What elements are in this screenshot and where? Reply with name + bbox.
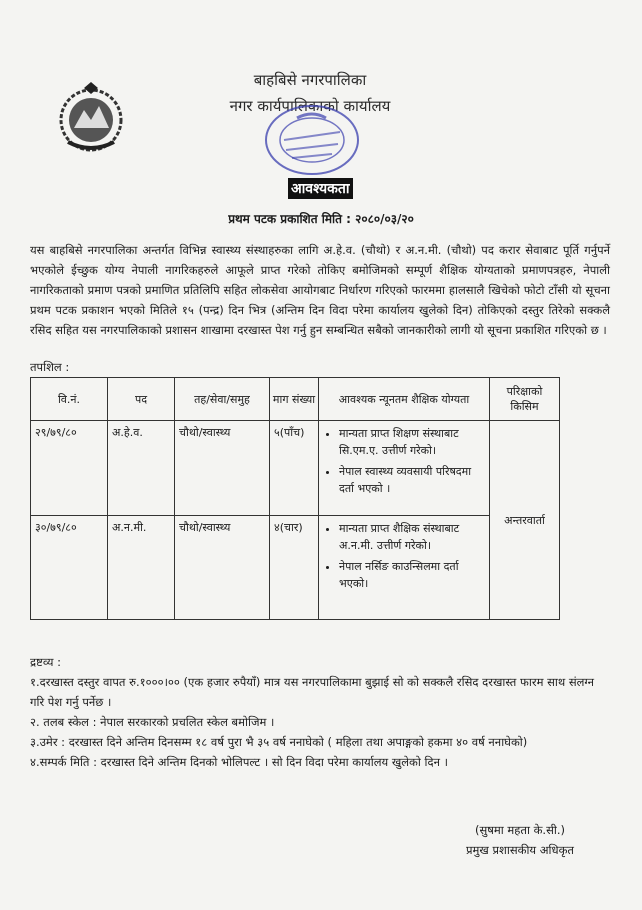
cell-level: चौथो/स्वास्थ्य [175, 516, 270, 620]
cell-count: ५(पाँच) [270, 421, 319, 516]
table-header-row [31, 378, 560, 421]
table-row [31, 516, 560, 620]
nepal-emblem-icon [54, 80, 128, 154]
notice-paragraph: यस बाहबिसे नगरपालिका अन्तर्गत विभिन्न स्वास्थ्य संस्थाहरुका लागि अ.हे.व. (चौथो) र अ.न.मी. (चौथो) पद करार सेवाबाट पूर्ति गर्नुपर्ने भएकोले ईच्छुक योग्य नेपाली नागरिकहरुले आफूले प्राप्त गरेको तोकिए बमोजिमको सम्पूर्ण शैक्षिक योग्यताको प्रमाणपत्रहरु, नेपाली नागरिकताको प्रमाण पत्रको प्रमाणित प्रतिलिपि सहित लोकसेवा आयोगबाट निर्धारण गरिएको फारममा हालसालै खिचेको फोटो टाँसी यो सूचना प्रथम पटक प्रकाशन भएको मितिले १५ (पन्द्र) दिन भित्र (अन्तिम दिन विदा परेमा कार्यालय खुलेको दिन) तोकिएको दस्तुर तिरेको सक्कलै रसिद सहित यस नगरपालिकाको प्रशासन शाखामा दरखास्त पेश गर्नु हुन सम्बन्धित सबैको जानकारीको लागी यो सूचना प्रकाशित गरिएको छ । [30, 243, 610, 337]
publication-date: प्रथम पटक प्रकाशित मिति : २०८०/०३/२० [228, 212, 414, 226]
col-header-exam: परिक्षाको किसिम [490, 378, 560, 421]
cell-post: अ.न.मी. [108, 516, 175, 620]
note-item: २. तलब स्केल : नेपाल सरकारको प्रचलित स्केल बमोजिम । [30, 715, 275, 729]
signatory-title: प्रमुख प्रशासकीय अधिकृत [466, 843, 574, 857]
col-header-qualification: आवश्यक न्यूनतम शैक्षिक योग्यता [319, 378, 490, 421]
office-name: नगर कार्यपालिकाको कार्यालय [229, 97, 391, 115]
cell-post: अ.हे.व. [108, 421, 175, 516]
qualification-item: • मान्यता प्राप्त शिक्षण संस्थाबाट सि.एम.ए. उत्तीर्ण गरेको। [339, 425, 485, 459]
col-header-level: तह/सेवा/समुह [175, 378, 270, 421]
table-row [31, 421, 560, 516]
notice-title: आवश्यकता [288, 178, 353, 199]
vacancy-table [30, 377, 560, 620]
cell-count: ४(चार) [270, 516, 319, 620]
cell-no: ३०/७९/८० [31, 516, 108, 620]
qualification-item: • नेपाल नर्सिङ काउन्सिलमा दर्ता भएको। [339, 558, 485, 592]
qualification-item: • नेपाल स्वास्थ्य व्यवसायी परिषदमा दर्ता भएको । [339, 463, 485, 497]
cell-no: २९/७९/८० [31, 421, 108, 516]
notes-section [30, 652, 610, 772]
municipality-name: बाहबिसे नगरपालिका [253, 71, 367, 89]
notes-heading: द्रष्टव्य : [30, 655, 61, 669]
col-header-no: वि.नं. [31, 378, 108, 421]
cell-qualification [319, 516, 490, 620]
cell-level: चौथो/स्वास्थ्य [175, 421, 270, 516]
cell-qualification [319, 421, 490, 516]
note-item: १.दरखास्त दस्तुर वापत रु.१०००।०० (एक हजार रुपैयाँ) मात्र यस नगरपालिकामा बुझाई सो को सक्कलै रसिद दरखास्त फारम साथ संलग्न गरि पेश गर्नु पर्नेछ । [30, 675, 595, 709]
details-label: तपशिल : [30, 360, 70, 374]
col-header-post: पद [108, 378, 175, 421]
signature-block [450, 820, 590, 860]
signatory-name: (सुषमा महता के.सी.) [475, 823, 565, 837]
office-stamp [262, 100, 362, 180]
qualification-item: • मान्यता प्राप्त शैक्षिक संस्थाबाट अ.न.मी. उत्तीर्ण गरेको। [339, 520, 485, 554]
col-header-count: माग संख्या [270, 378, 319, 421]
note-item: ४.सम्पर्क मिति : दरखास्त दिने अन्तिम दिनको भोलिपल्ट । सो दिन विदा परेमा कार्यालय खुलेको दिन । [30, 755, 448, 769]
note-item: ३.उमेर : दरखास्त दिने अन्तिम दिनसम्म १८ वर्ष पुरा भै ३५ वर्ष ननाघेको ( महिला तथा अपाङ्गको हकमा ४० वर्ष ननाघेको) [30, 735, 528, 749]
cell-exam: अन्तरवार्ता [490, 421, 560, 620]
